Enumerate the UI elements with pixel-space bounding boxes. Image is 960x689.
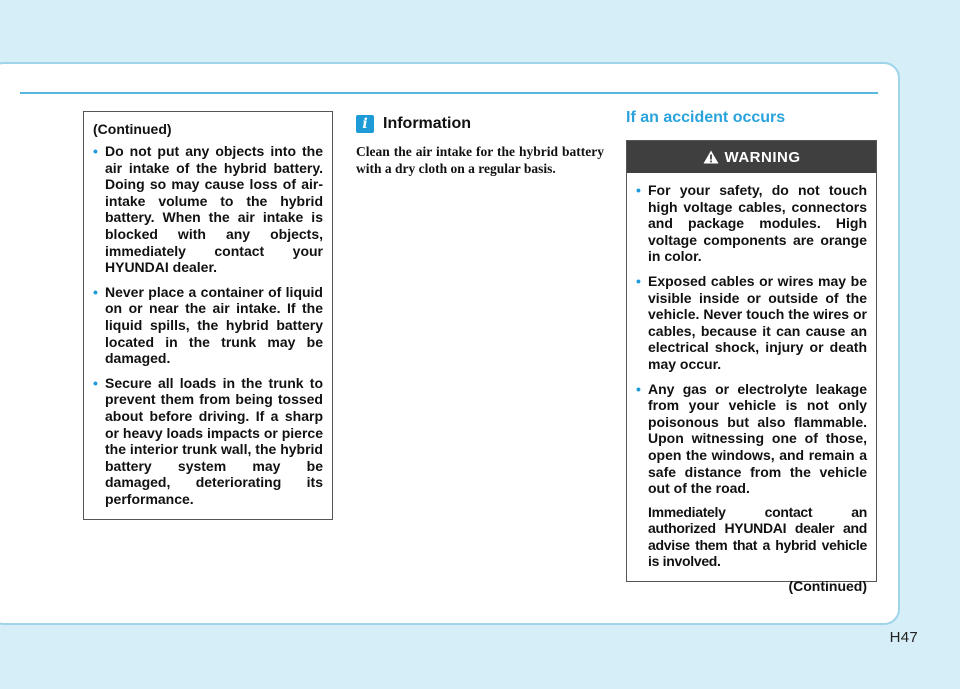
information-body: Clean the air intake for the hybrid battery with a dry cloth on a regular basis.: [356, 144, 604, 176]
warning-box: [626, 140, 877, 595]
info-icon: i: [356, 115, 374, 133]
warning-content: [627, 173, 876, 594]
continued-label: (Continued): [788, 578, 867, 595]
bullet-icon: •: [636, 272, 641, 289]
bullet-icon: •: [93, 143, 98, 159]
page-number: H47: [889, 629, 918, 646]
list-item-text: Any gas or electrolyte leakage from your vehicle is not only poisonous but also flammable. Upon witnessing one of those, open the windows, and remain a safe distance from the vehicle out of the road.: [648, 380, 867, 497]
list-item-text: Exposed cables or wires may be visible inside or outside of the vehicle. Never touch the wires or cables, because it can cause an electrical shock, injury or death may occur.: [648, 272, 867, 372]
list-item: [636, 381, 867, 497]
information-title: Information: [383, 115, 471, 132]
list-item: [636, 182, 867, 265]
continued-list: [93, 143, 323, 507]
bullet-icon: •: [636, 380, 641, 397]
list-item: [93, 375, 323, 508]
information-heading: [356, 112, 604, 136]
warning-triangle-icon: [703, 150, 719, 164]
bullet-icon: •: [636, 182, 641, 198]
list-item: [636, 273, 867, 373]
list-item: [93, 284, 323, 367]
warning-list: [636, 182, 867, 497]
list-item-text: Secure all loads in the trunk to prevent them from being tossed about before driving. If a sharp or heavy loads impacts or pierce the interior trunk wall, the hybrid battery system may be damaged, deteriorating its performance.: [105, 374, 323, 507]
information-note: [356, 112, 604, 177]
list-item-text: Never place a container of liquid on or near the air intake. If the liquid spills, the hybrid battery located in the trunk may be damaged.: [105, 283, 323, 367]
list-item: [93, 143, 323, 276]
header-rule: [20, 92, 878, 94]
bullet-icon: •: [93, 283, 98, 300]
warning-label: WARNING: [724, 148, 801, 166]
section-title: If an accident occurs: [626, 109, 786, 126]
continued-warning-box: [83, 111, 333, 520]
continued-header: (Continued): [93, 121, 172, 137]
warning-header: [627, 141, 876, 173]
bullet-icon: •: [93, 374, 98, 391]
list-item-text: Do not put any objects into the air intake of the hybrid battery. Doing so may cause loss of air-intake volume to the hybrid battery. When the air intake is blocked with any objects, immediately contact your HYUNDAI dealer.: [105, 143, 323, 276]
contact-dealer-paragraph: Immediately contact an authorized HYUNDAI dealer and advise them that a hybrid vehicle is involved.: [648, 503, 867, 570]
list-item-text: For your safety, do not touch high voltage cables, connectors and package modules. High voltage components are orange in color.: [648, 182, 867, 265]
